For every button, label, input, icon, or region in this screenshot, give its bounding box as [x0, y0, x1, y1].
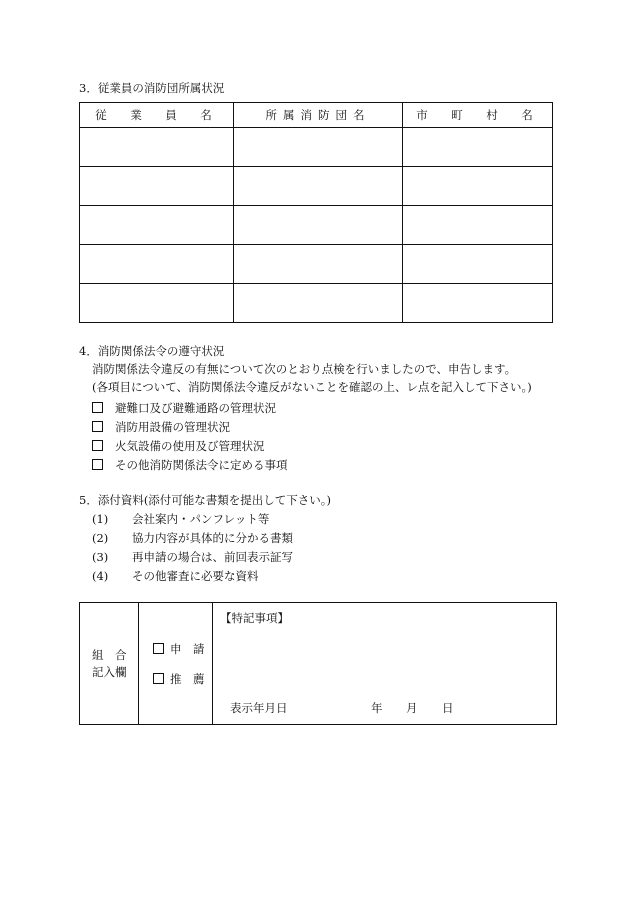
- display-date-label: 表示年月日: [230, 701, 288, 715]
- checklist-item[interactable]: [92, 440, 265, 453]
- fire-brigade-cell[interactable]: [234, 128, 403, 167]
- column-header-municipality: 市 町 村 名: [403, 103, 553, 128]
- employee-name-cell[interactable]: [80, 245, 234, 284]
- municipality-cell[interactable]: [403, 206, 553, 245]
- attachment-number: (3): [92, 550, 109, 564]
- checklist-item-label: 避難口及び避難通路の管理状況: [115, 401, 276, 415]
- column-header-employee-name: 従 業 員 名: [80, 103, 234, 128]
- checkbox-icon[interactable]: [153, 643, 164, 654]
- table-row: [80, 245, 553, 284]
- union-label-line2: 記入欄: [92, 665, 127, 679]
- checklist-item-label: 火気設備の使用及び管理状況: [115, 439, 265, 453]
- attachment-item: [92, 571, 259, 583]
- table-header-row: [80, 103, 553, 128]
- checklist-item[interactable]: [92, 402, 276, 415]
- checklist-item[interactable]: [92, 421, 230, 434]
- checklist-item-label: 消防用設備の管理状況: [115, 420, 230, 434]
- special-notes-label: 【特記事項】: [220, 611, 289, 625]
- fire-brigade-cell[interactable]: [234, 245, 403, 284]
- attachment-number: (2): [92, 531, 109, 545]
- column-header-fire-brigade: 所属消防団名: [234, 103, 403, 128]
- union-divider: [138, 603, 139, 724]
- attachment-text: その他審査に必要な資料: [132, 569, 259, 583]
- checklist-item[interactable]: [92, 459, 288, 472]
- municipality-cell[interactable]: [403, 245, 553, 284]
- table-row: [80, 284, 553, 323]
- fire-brigade-cell[interactable]: [234, 284, 403, 323]
- union-divider: [212, 603, 213, 724]
- members-table: [79, 102, 553, 323]
- union-label-line1: 組 合: [92, 648, 127, 662]
- attachment-item: [92, 552, 293, 564]
- table-row: [80, 128, 553, 167]
- day-label: 日: [442, 701, 454, 715]
- table-row: [80, 206, 553, 245]
- employee-name-cell[interactable]: [80, 128, 234, 167]
- fire-brigade-cell[interactable]: [234, 206, 403, 245]
- table-row: [80, 167, 553, 206]
- attachment-text: 会社案内・パンフレット等: [132, 512, 270, 526]
- option-apply[interactable]: [153, 643, 205, 656]
- attachment-number: (1): [92, 512, 109, 526]
- checklist-item-label: その他消防関係法令に定める事項: [115, 458, 288, 472]
- checkbox-icon[interactable]: [92, 440, 103, 451]
- checkbox-icon[interactable]: [92, 402, 103, 413]
- section4-heading: 4．消防関係法令の遵守状況: [79, 344, 225, 358]
- checkbox-icon[interactable]: [92, 421, 103, 432]
- employee-name-cell[interactable]: [80, 167, 234, 206]
- municipality-cell[interactable]: [403, 128, 553, 167]
- checkbox-icon[interactable]: [92, 459, 103, 470]
- union-entry-box: [79, 602, 557, 725]
- municipality-cell[interactable]: [403, 284, 553, 323]
- option-recommend[interactable]: [153, 673, 205, 686]
- option-apply-label: 申 請: [170, 642, 205, 656]
- employee-name-cell[interactable]: [80, 284, 234, 323]
- attachment-text: 再申請の場合は、前回表示証写: [132, 550, 293, 564]
- section4-intro: 消防関係法令違反の有無について次のとおり点検を行いましたので、申告します。: [92, 362, 517, 376]
- option-recommend-label: 推 薦: [170, 672, 205, 686]
- section3-heading: 3．従業員の消防団所属状況: [79, 81, 225, 95]
- checkbox-icon[interactable]: [153, 673, 164, 684]
- year-label: 年: [371, 701, 383, 715]
- section4-instruction: (各項目について、消防関係法令違反がないことを確認の上、レ点を記入して下さい。): [92, 380, 532, 394]
- attachment-item: [92, 514, 269, 526]
- section5-heading: 5．添付資料(添付可能な書類を提出して下さい。): [79, 493, 332, 507]
- attachment-text: 協力内容が具体的に分かる書類: [132, 531, 293, 545]
- attachment-item: [92, 533, 293, 545]
- municipality-cell[interactable]: [403, 167, 553, 206]
- attachment-number: (4): [92, 569, 109, 583]
- employee-name-cell[interactable]: [80, 206, 234, 245]
- month-label: 月: [406, 701, 418, 715]
- fire-brigade-cell[interactable]: [234, 167, 403, 206]
